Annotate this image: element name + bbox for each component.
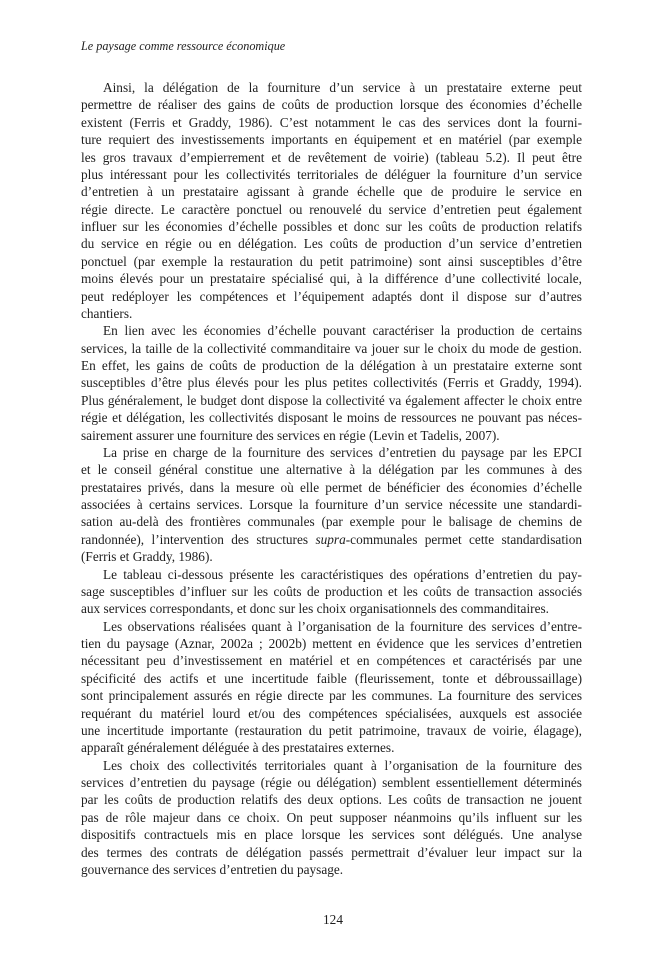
text-line: plus intéressant pour les collectivités territoriales de déléguer la fourniture d’un service xyxy=(81,166,582,182)
text-line: régie directe. Le caractère ponctuel ou renouvelé du service d’entretien peut également xyxy=(81,201,582,217)
text-line: sation au-delà des frontières communales (par exemple pour le balisage de chemins de xyxy=(81,514,582,530)
text-line: Le tableau ci-dessous présente les caractéristiques des opérations d’entretien du pay- xyxy=(103,566,582,582)
text-line: sage susceptibles d’influer sur les coûts de production et les coûts de transaction associés xyxy=(81,583,582,599)
paragraph xyxy=(81,444,582,566)
text-line: aux services correspondants, et donc sur les choix organisationnels des commanditaires. xyxy=(81,601,549,617)
text-line: chantiers. xyxy=(81,305,133,321)
text-line: permettre de réaliser des gains de coûts de production lorsque des économies d’échelle xyxy=(81,97,582,113)
paragraph xyxy=(81,79,582,322)
page-number: 124 xyxy=(323,912,343,927)
text-line: existent (Ferris et Graddy, 1986). C’est notamment le cas des services dont la fourni- xyxy=(81,114,582,130)
text-line: par les coûts de production relatifs des deux options. Les coûts de transaction ne jouent xyxy=(81,792,582,808)
text-line: En lien avec les économies d’échelle pouvant caractériser la production de certains xyxy=(103,323,582,339)
text-line: spécificité des actifs et une incertitude faible (fleurissement, tonte et débroussaillage) xyxy=(81,670,582,686)
text-line: et le conseil général constitue une alternative à la délégation par les communes à des xyxy=(81,462,582,478)
text-line: randonnée), l’intervention des structures supra-communales permet cette standardisation xyxy=(81,531,583,547)
paragraph xyxy=(81,757,582,879)
text-line: du service en régie ou en délégation. Les coûts de production d’un service d’entretien xyxy=(81,236,582,252)
text-line: moins élevés pour un prestataire spécialisé qui, à la différence d’une collectivité locale, xyxy=(81,271,582,287)
text-line: prestataires privés, dans la mesure où elle permet de bénéficier des économies d’échelle xyxy=(81,479,582,495)
text-line: d’entretien à un prestataire agissant à grande échelle que de produire le service en xyxy=(81,184,582,200)
text-line: les gros travaux d’empierrement et de revêtement de voirie) (tableau 5.2). Il peut être xyxy=(81,149,582,165)
text-line: associées à certains services. Lorsque la fourniture d’un service nécessite une standardi- xyxy=(81,497,582,512)
text-line: dispositifs contractuels mis en place lorsque les services sont délégués. Une analyse xyxy=(81,827,582,843)
text-line: ponctuel (par exemple la restauration du petit patrimoine) sont ainsi susceptibles d’être xyxy=(81,253,582,269)
body-text xyxy=(81,79,582,878)
text-line: Plus généralement, le budget dont dispose la collectivité va également affecter le choix entre xyxy=(81,392,582,408)
text-line: services, la taille de la collectivité commanditaire va jouer sur le choix du mode de gestion. xyxy=(81,340,582,356)
paragraph xyxy=(81,618,582,757)
text-line: ture requiert des investissements importants en équipement et en matériel (par exemple xyxy=(81,132,582,148)
text-line: nécessitant peu d’investissement en matériel et en compétences et caractérisés par une xyxy=(81,653,582,669)
text-line: apparaît généralement déléguée à des prestataires externes. xyxy=(81,740,395,756)
text-line: sont principalement assurés en régie directe par les communes. La fourniture des services xyxy=(81,688,582,704)
text-line: des termes des contrats de délégation passés permettrait d’évaluer leur impact sur la xyxy=(81,844,582,860)
text-line: En effet, les gains de coûts de production de la délégation à un prestataire externe sont xyxy=(81,358,582,373)
text-line: régie et délégation, les collectivités disposant le moins de ressources ne pouvant pas néces- xyxy=(81,410,582,426)
text-line: Les choix des collectivités territoriales quant à l’organisation de la fourniture des xyxy=(103,757,582,773)
text-line: (Ferris et Graddy, 1986). xyxy=(81,549,213,565)
text-line: requérant du matériel lourd et/ou des compétences spécialisées, auxquels est associée xyxy=(81,705,582,721)
text-line: influer sur les économies d’échelle possibles et donc sur les coûts de production relatifs xyxy=(81,219,582,234)
text-line: sairement assurer une fourniture des services en régie (Levin et Tadelis, 2007). xyxy=(81,427,500,443)
running-header: Le paysage comme ressource économique xyxy=(81,39,286,53)
paragraph xyxy=(81,566,582,618)
text-line: Les observations réalisées quant à l’organisation de la fourniture des services d’entre- xyxy=(103,618,582,634)
text-line: services d’entretien du paysage (régie ou délégation) semblent essentiellement déterminés xyxy=(81,775,582,790)
text-line: susceptibles d’être plus élevés pour les plus petites collectivités (Ferris et Graddy, 1994). xyxy=(81,375,582,391)
paragraph xyxy=(81,322,582,444)
text-line: La prise en charge de la fourniture des services d’entretien du paysage par les EPCI xyxy=(103,444,582,460)
text-line: une incertitude importante (restauration du petit patrimoine, travaux de voirie, élagage), xyxy=(81,722,582,738)
text-line: tien du paysage (Aznar, 2002a ; 2002b) mettent en évidence que les services d’entretien xyxy=(81,636,582,651)
text-line: pas de rôle majeur dans ce choix. On peut supposer néanmoins qu’ils influent sur les xyxy=(81,809,582,825)
text-line: peut redéployer les compétences et l’équipement adaptés dont il dispose sur d’autres xyxy=(81,288,582,304)
text-line: Ainsi, la délégation de la fourniture d’un service à un prestataire externe peut xyxy=(103,80,582,95)
text-line: gouvernance des services d’entretien du paysage. xyxy=(81,861,344,877)
